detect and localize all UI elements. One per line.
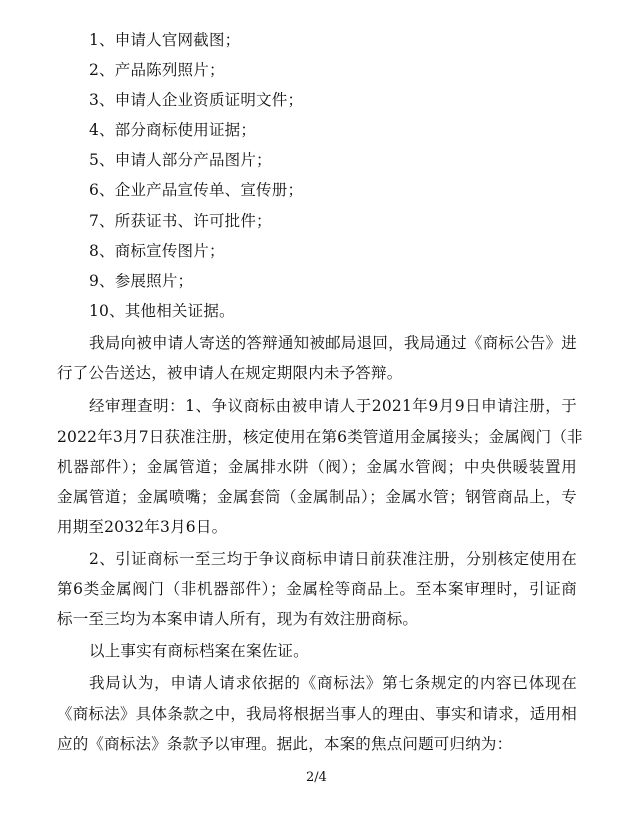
paragraph-findings-line-5: 用期至2032年3月6日。 bbox=[57, 518, 228, 536]
paragraph-findings-line-1: 经审理查明：1、争议商标由被申请人于2021年9月9日申请注册，于 bbox=[89, 397, 577, 415]
paragraph-cited-marks-line-3: 标一至三均为本案申请人所有，现为有效注册商标。 bbox=[57, 610, 419, 628]
paragraph-opinion-line-2: 《商标法》具体条款之中，我局将根据当事人的理由、事实和请求，适用相 bbox=[57, 705, 577, 723]
paragraph-findings-line-2: 2022年3月7日获准注册，核定使用在第6类管道用金属接头；金属阀门（非 bbox=[57, 428, 583, 446]
paragraph-cited-marks-line-2: 第6类金属阀门（非机器部件）；金属栓等商品上。至本案审理时，引证商 bbox=[57, 580, 577, 598]
paragraph-findings-line-4: 金属管道；金属喷嘴；金属套筒（金属制品）；金属水管；钢管商品上，专 bbox=[57, 488, 577, 506]
evidence-item-4: 4、部分商标使用证据； bbox=[89, 121, 257, 139]
evidence-item-1: 1、申请人官网截图； bbox=[89, 31, 241, 49]
evidence-item-7: 7、所获证书、许可批件； bbox=[89, 212, 272, 230]
paragraph-notice-line-1: 我局向被申请人寄送的答辩通知被邮局退回，我局通过《商标公告》进 bbox=[89, 334, 577, 352]
evidence-item-8: 8、商标宣传图片； bbox=[89, 242, 225, 260]
page-number: 2/4 bbox=[306, 770, 327, 785]
paragraph-notice-line-2: 行了公告送达，被申请人在规定期限内未予答辩。 bbox=[57, 364, 403, 382]
evidence-item-9: 9、参展照片； bbox=[89, 272, 194, 290]
evidence-item-3: 3、申请人企业资质证明文件； bbox=[89, 91, 304, 109]
paragraph-findings-line-3: 机器部件）；金属管道；金属排水阱（阀）；金属水管阀；中央供暖装置用 bbox=[57, 458, 577, 476]
paragraph-cited-marks-line-1: 2、引证商标一至三均于争议商标申请日前获准注册，分别核定使用在 bbox=[89, 550, 577, 568]
evidence-item-2: 2、产品陈列照片； bbox=[89, 61, 225, 79]
evidence-item-6: 6、企业产品宣传单、宣传册； bbox=[89, 181, 304, 199]
paragraph-opinion-line-1: 我局认为，申请人请求依据的《商标法》第七条规定的内容已体现在 bbox=[89, 674, 577, 692]
paragraph-evidence-note: 以上事实有商标档案在案佐证。 bbox=[89, 642, 309, 660]
evidence-item-10: 10、其他相关证据。 bbox=[89, 302, 235, 320]
paragraph-opinion-line-3: 应的《商标法》条款予以审理。据此，本案的焦点问题可归纳为： bbox=[57, 735, 513, 753]
evidence-item-5: 5、申请人部分产品图片； bbox=[89, 151, 272, 169]
